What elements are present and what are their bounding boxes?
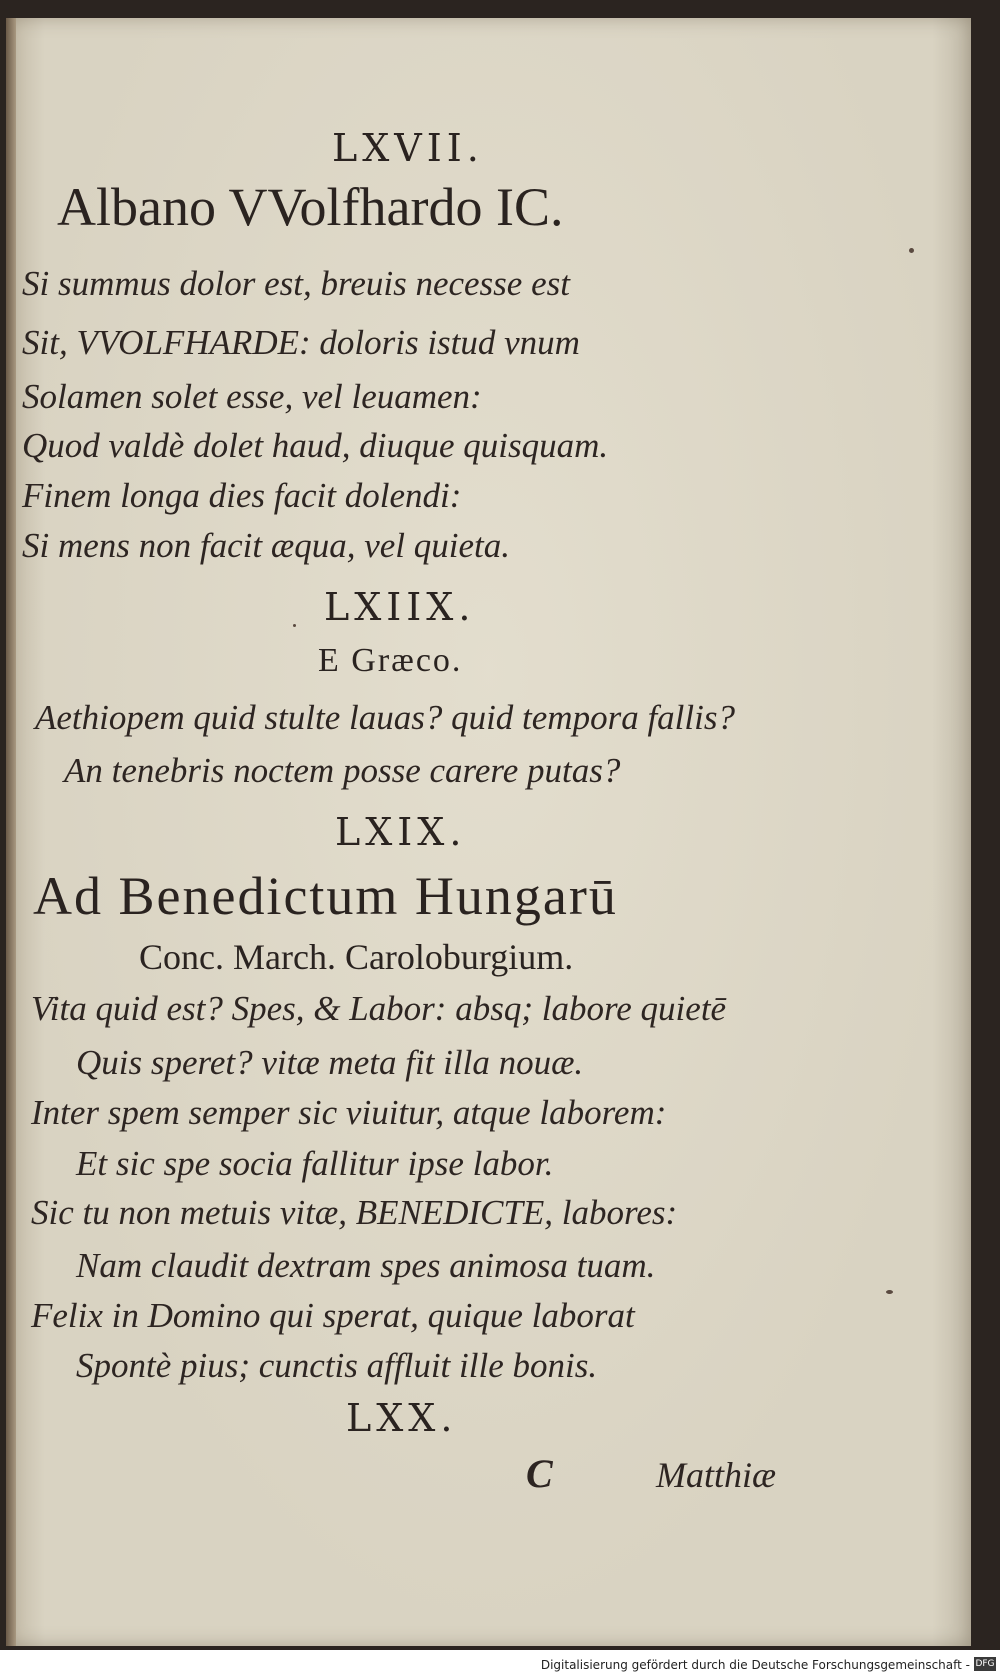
- section-numeral-lxx: LXX.: [346, 1396, 458, 1440]
- book-page: [6, 18, 971, 1646]
- section-numeral-lxvii: LXVII.: [332, 126, 484, 170]
- verse-line: Inter spem semper sic viuitur, atque laborem:: [31, 1093, 667, 1132]
- verse-line: Aethiopem quid stulte lauas? quid tempora fallis?: [35, 698, 735, 737]
- section-subtitle-conc-march: Conc. March. Caroloburgium.: [139, 937, 574, 977]
- section-numeral-lxiix: LXIIX.: [324, 585, 476, 629]
- verse-line: Sic tu non metuis vitæ, BENEDICTE, labores:: [31, 1193, 678, 1232]
- section-title-benedictum: Ad Benedictum Hungarū: [33, 866, 618, 926]
- verse-line: Quis speret? vitæ meta fit illa nouæ.: [76, 1043, 584, 1082]
- verse-line: Felix in Domino qui sperat, quique laborat: [31, 1296, 635, 1335]
- verse-line: Et sic spe socia fallitur ipse labor.: [76, 1144, 554, 1183]
- paper-speck: [886, 1290, 893, 1294]
- section-numeral-lxix: LXIX.: [335, 810, 467, 854]
- page-gutter-edge: [6, 18, 16, 1646]
- funding-credit: Digitalisierung gefördert durch die Deutsche Forschungsgemeinschaft -: [540, 1658, 970, 1672]
- verse-line: Spontè pius; cunctis affluit ille bonis.: [76, 1346, 598, 1385]
- signature-mark: C: [526, 1451, 553, 1496]
- verse-line: Si summus dolor est, breuis necesse est: [22, 264, 570, 303]
- paper-speck: [293, 624, 296, 627]
- section-title-e-graeco: E Græco.: [318, 642, 463, 679]
- verse-line: Sit, VVOLFHARDE: doloris istud vnum: [22, 323, 580, 362]
- digitization-footer: [0, 1650, 1000, 1680]
- verse-line: Si mens non facit æqua, vel quieta.: [22, 526, 510, 565]
- verse-line: Vita quid est? Spes, & Labor: absq; labore quietē: [31, 989, 727, 1028]
- verse-line: Solamen solet esse, vel leuamen:: [22, 377, 482, 416]
- verse-line: Nam claudit dextram spes animosa tuam.: [76, 1246, 656, 1285]
- verse-line: Quod valdè dolet haud, diuque quisquam.: [22, 426, 609, 465]
- section-title-albano: Albano VVolfhardo IC.: [57, 177, 564, 237]
- verse-line: Finem longa dies facit dolendi:: [22, 476, 462, 515]
- dfg-logo-icon: DFG: [975, 1659, 995, 1669]
- verse-line: An tenebris noctem posse carere putas?: [64, 751, 621, 790]
- catchword: Matthiæ: [656, 1455, 777, 1495]
- paper-speck: [909, 248, 914, 253]
